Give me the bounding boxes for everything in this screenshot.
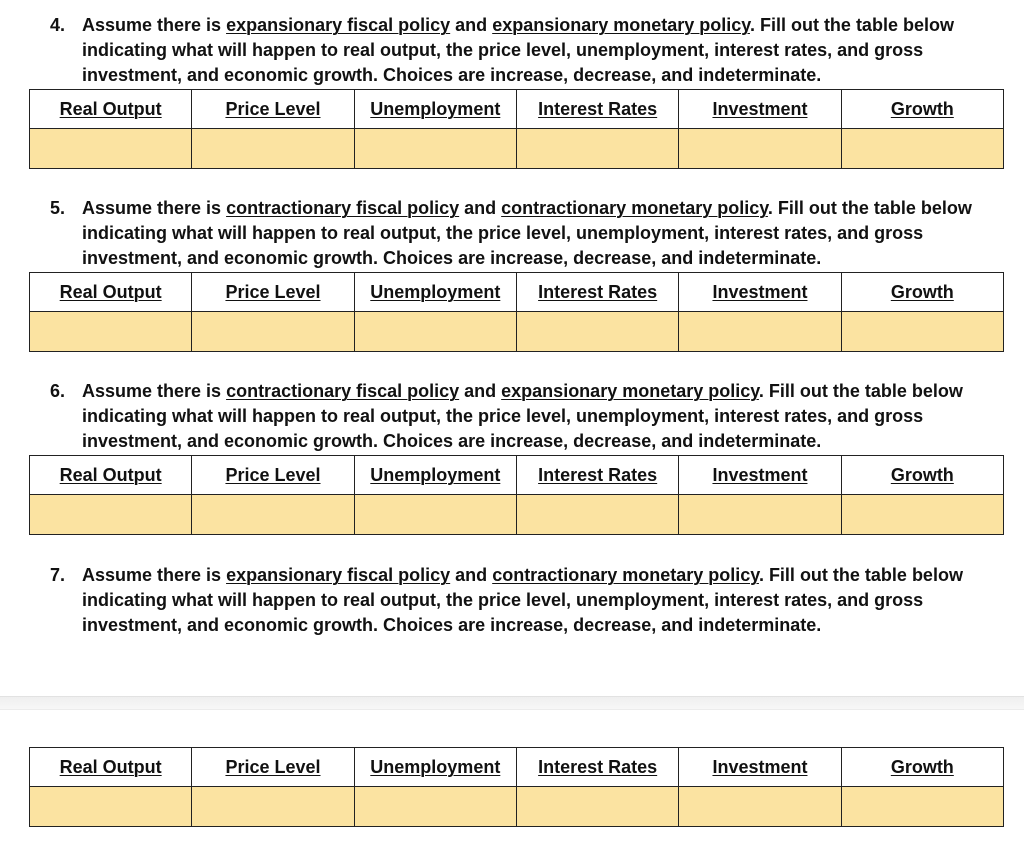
question-4 [50, 13, 1000, 88]
fiscal-policy-label: expansionary fiscal policy [226, 565, 451, 585]
monetary-policy-label: contractionary monetary policy [492, 565, 759, 585]
answer-table-5 [29, 272, 1004, 352]
question-text: Assume there is expansionary fiscal policy and expansionary monetary policy. Fill out the table below indicating what will happen to real output, the price level, unemployment, interest rates, and gross investment, and economic growth. Choices are increase, decrease, and indeterminate. [82, 15, 954, 85]
table-header-row [30, 90, 1004, 129]
header-growth: Growth [841, 273, 1003, 312]
answer-cell-growth[interactable] [841, 787, 1003, 827]
answer-table-4 [29, 89, 1004, 169]
answer-row [30, 312, 1004, 352]
table-header-row [30, 273, 1004, 312]
header-real-output: Real Output [30, 90, 192, 129]
header-unemployment: Unemployment [354, 273, 516, 312]
header-interest-rates: Interest Rates [516, 90, 678, 129]
question-number: 4. [50, 15, 66, 35]
question-6 [50, 379, 1000, 454]
answer-cell-growth[interactable] [841, 495, 1003, 535]
answer-cell-investment[interactable] [679, 495, 841, 535]
question-7 [50, 563, 1000, 638]
answer-cell-interest-rates[interactable] [516, 312, 678, 352]
header-real-output: Real Output [30, 273, 192, 312]
header-real-output: Real Output [30, 456, 192, 495]
answer-cell-interest-rates[interactable] [516, 129, 678, 169]
monetary-policy-label: contractionary monetary policy [501, 198, 768, 218]
question-number: 7. [50, 565, 66, 585]
answer-cell-unemployment[interactable] [354, 312, 516, 352]
answer-cell-interest-rates[interactable] [516, 495, 678, 535]
answer-cell-investment[interactable] [679, 312, 841, 352]
answer-cell-price-level[interactable] [192, 787, 354, 827]
monetary-policy-label: expansionary monetary policy [501, 381, 759, 401]
answer-cell-unemployment[interactable] [354, 495, 516, 535]
answer-cell-unemployment[interactable] [354, 787, 516, 827]
answer-cell-real-output[interactable] [30, 129, 192, 169]
header-investment: Investment [679, 456, 841, 495]
header-investment: Investment [679, 273, 841, 312]
question-text: Assume there is contractionary fiscal policy and contractionary monetary policy. Fill out the table below indicating what will happen to real output, the price level, unemployment, interest rates, and gross investment, and economic growth. Choices are increase, decrease, and indeterminate. [82, 198, 972, 268]
question-number: 5. [50, 198, 66, 218]
header-real-output: Real Output [30, 748, 192, 787]
question-text: Assume there is expansionary fiscal policy and contractionary monetary policy. Fill out the table below indicating what will happen to real output, the price level, unemployment, interest rates, and gross investment, and economic growth. Choices are increase, decrease, and indeterminate. [82, 565, 963, 635]
answer-cell-real-output[interactable] [30, 495, 192, 535]
fiscal-policy-label: expansionary fiscal policy [226, 15, 451, 35]
header-growth: Growth [841, 748, 1003, 787]
table-header-row [30, 456, 1004, 495]
header-investment: Investment [679, 90, 841, 129]
table-header-row [30, 748, 1004, 787]
question-5 [50, 196, 1000, 271]
page-break-divider [0, 696, 1024, 710]
header-interest-rates: Interest Rates [516, 273, 678, 312]
question-text: Assume there is contractionary fiscal policy and expansionary monetary policy. Fill out the table below indicating what will happen to real output, the price level, unemployment, interest rates, and gross investment, and economic growth. Choices are increase, decrease, and indeterminate. [82, 381, 963, 451]
header-unemployment: Unemployment [354, 90, 516, 129]
monetary-policy-label: expansionary monetary policy [492, 15, 750, 35]
answer-row [30, 787, 1004, 827]
header-price-level: Price Level [192, 273, 354, 312]
answer-cell-price-level[interactable] [192, 495, 354, 535]
answer-cell-investment[interactable] [679, 787, 841, 827]
fiscal-policy-label: contractionary fiscal policy [226, 381, 460, 401]
header-price-level: Price Level [192, 90, 354, 129]
header-interest-rates: Interest Rates [516, 748, 678, 787]
answer-cell-price-level[interactable] [192, 312, 354, 352]
header-interest-rates: Interest Rates [516, 456, 678, 495]
header-investment: Investment [679, 748, 841, 787]
answer-cell-investment[interactable] [679, 129, 841, 169]
answer-cell-unemployment[interactable] [354, 129, 516, 169]
header-growth: Growth [841, 90, 1003, 129]
header-price-level: Price Level [192, 748, 354, 787]
answer-cell-real-output[interactable] [30, 312, 192, 352]
answer-cell-growth[interactable] [841, 129, 1003, 169]
header-unemployment: Unemployment [354, 748, 516, 787]
answer-cell-interest-rates[interactable] [516, 787, 678, 827]
answer-table-6 [29, 455, 1004, 535]
answer-cell-price-level[interactable] [192, 129, 354, 169]
answer-cell-real-output[interactable] [30, 787, 192, 827]
answer-table-7 [29, 747, 1004, 827]
header-growth: Growth [841, 456, 1003, 495]
answer-row [30, 495, 1004, 535]
answer-row [30, 129, 1004, 169]
question-number: 6. [50, 381, 66, 401]
answer-cell-growth[interactable] [841, 312, 1003, 352]
header-unemployment: Unemployment [354, 456, 516, 495]
header-price-level: Price Level [192, 456, 354, 495]
fiscal-policy-label: contractionary fiscal policy [226, 198, 460, 218]
